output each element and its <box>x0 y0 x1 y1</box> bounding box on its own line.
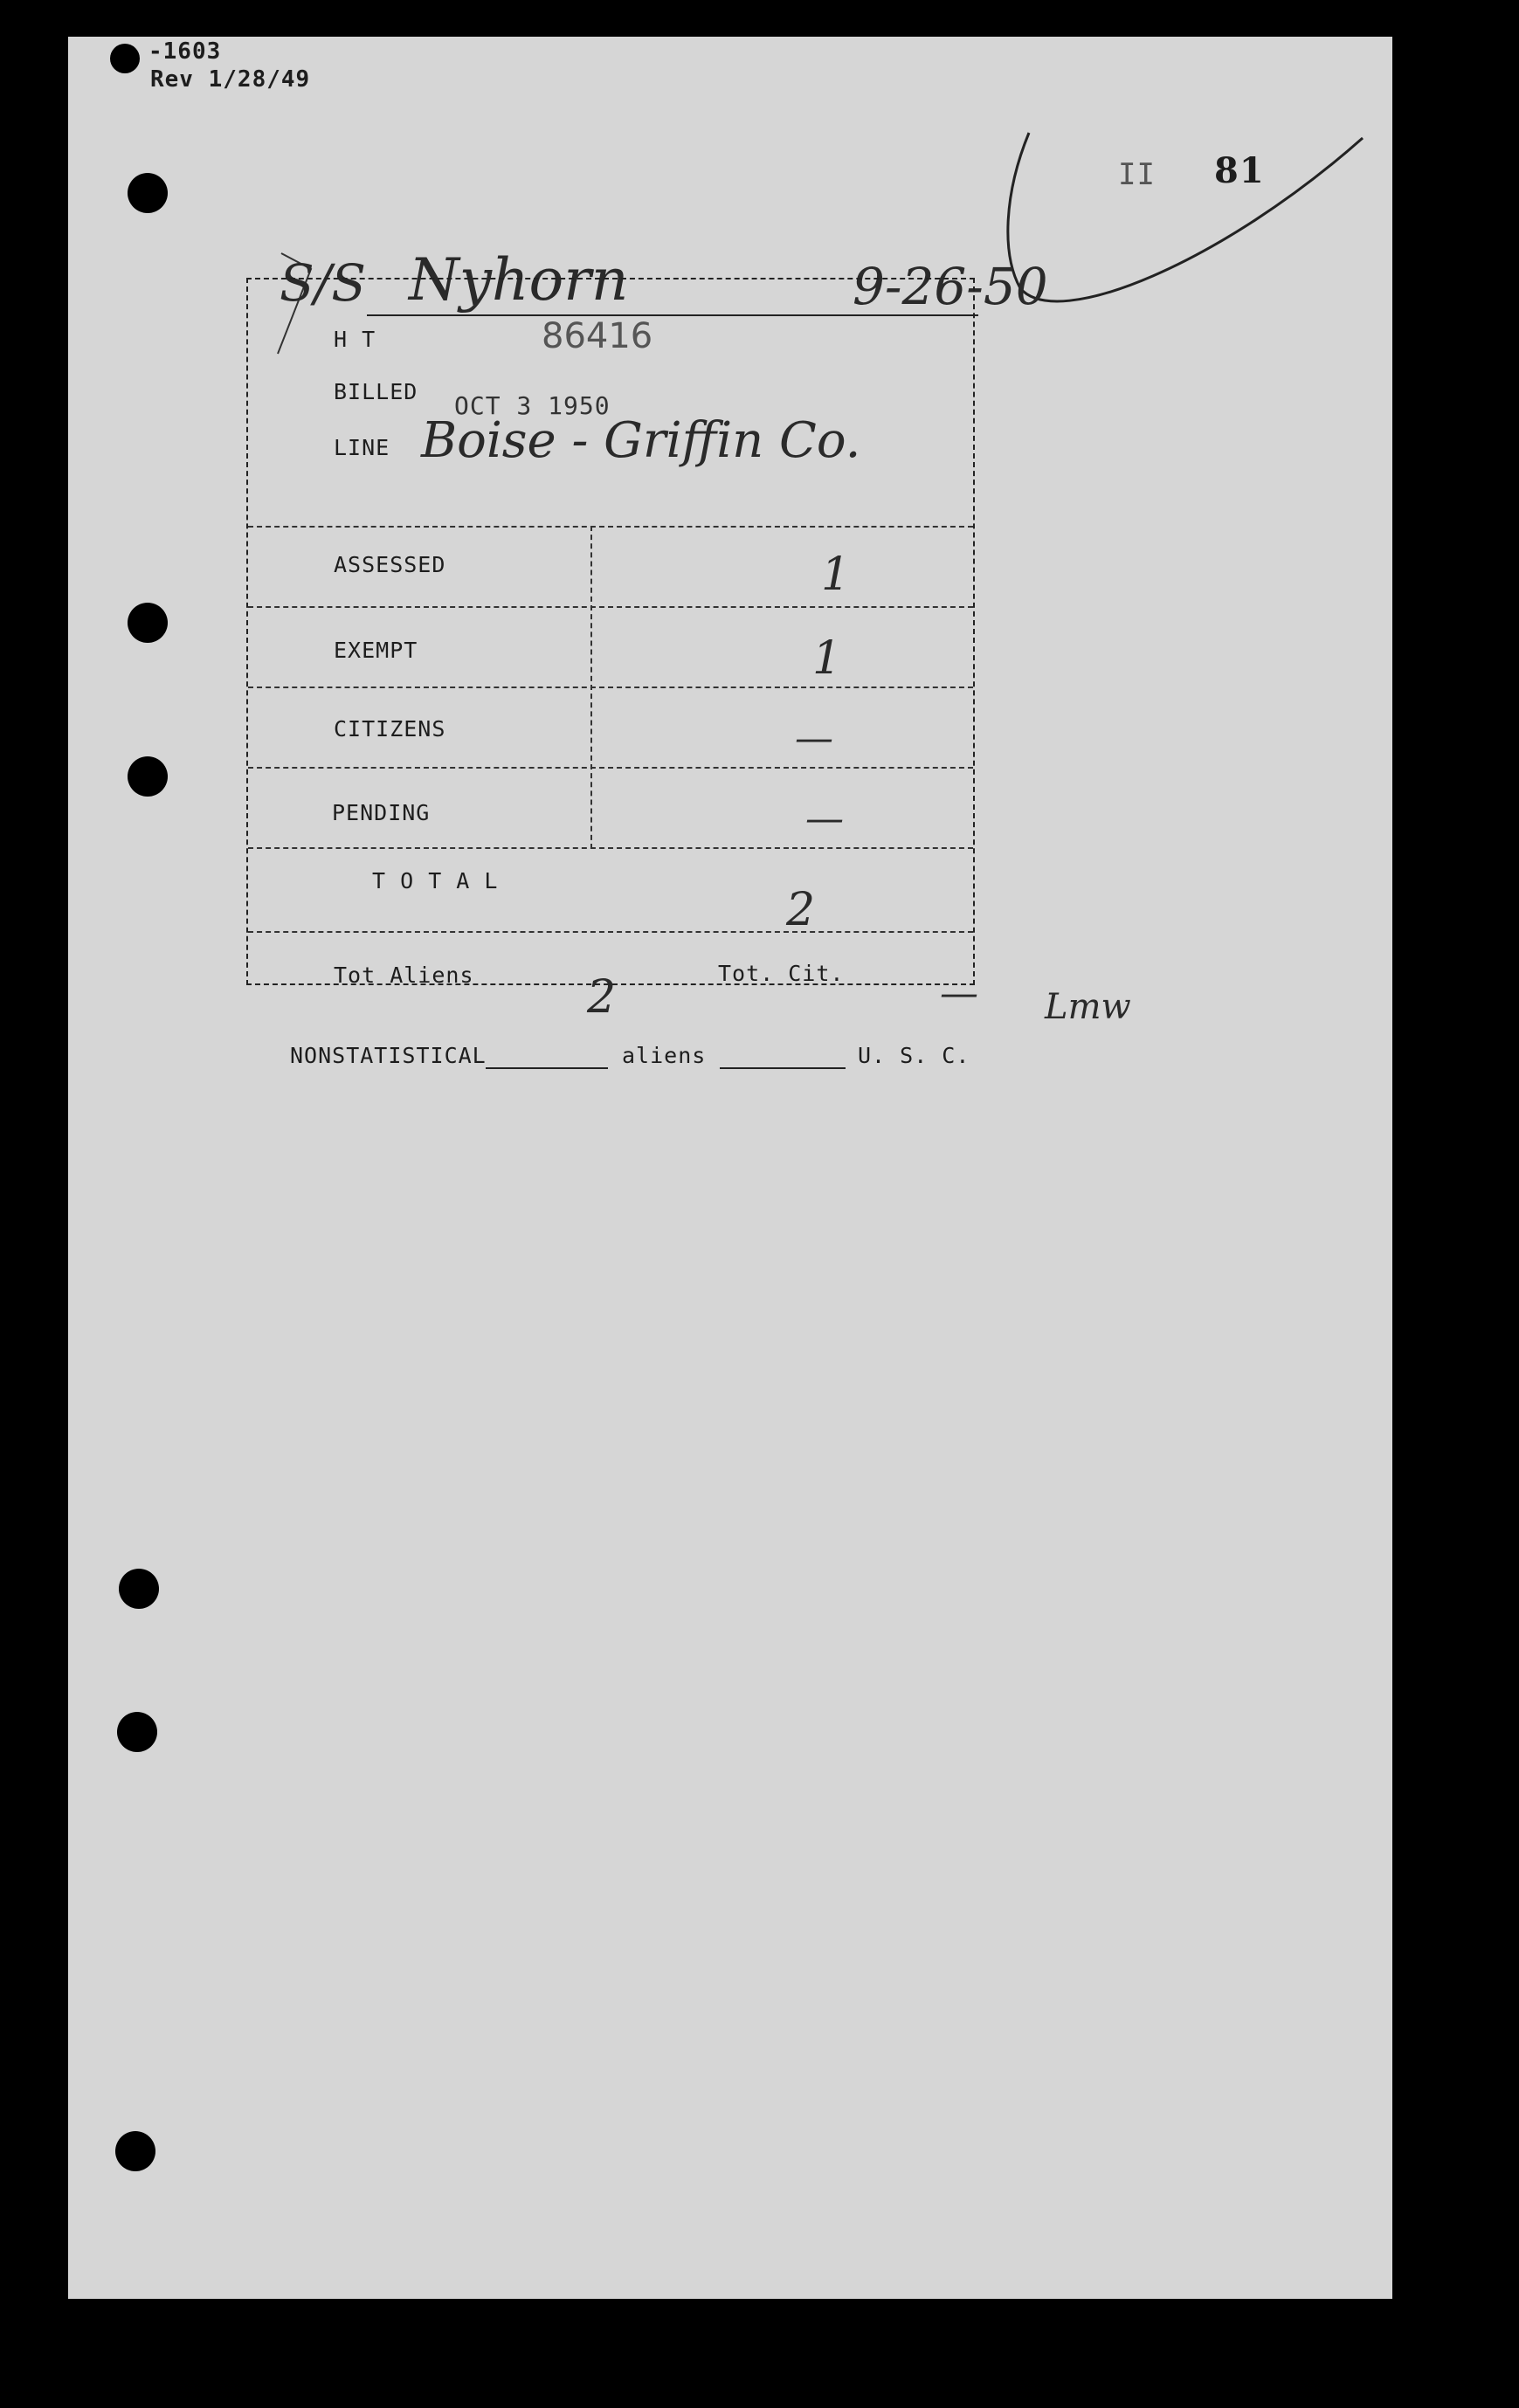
exempt-label: EXEMPT <box>334 638 418 663</box>
punch-hole-4 <box>119 1569 159 1609</box>
punch-hole-1 <box>128 173 168 213</box>
aliens-blank <box>720 1067 846 1069</box>
row-divider <box>248 847 973 849</box>
ship-name: Nyhorn <box>409 246 629 314</box>
assessed-value: 1 <box>821 549 851 601</box>
row-divider <box>248 606 973 608</box>
punch-hole-6 <box>115 2131 155 2171</box>
tot-aliens-value: 2 <box>587 971 617 1024</box>
ht-label: H T <box>334 327 376 352</box>
tot-cit-value: — <box>940 971 978 1016</box>
total-value: 2 <box>786 884 816 936</box>
ht-number: 86416 <box>542 316 653 356</box>
total-label: T O T A L <box>372 868 499 894</box>
aliens-label: aliens <box>622 1043 707 1068</box>
row-divider <box>248 687 973 688</box>
column-divider <box>590 526 592 849</box>
nonstatistical-blank <box>486 1067 608 1069</box>
citizens-label: CITIZENS <box>334 716 446 742</box>
pending-label: PENDING <box>332 800 431 825</box>
assessed-label: ASSESSED <box>334 552 446 577</box>
tot-cit-label: Tot. Cit. <box>718 961 845 986</box>
arrival-date: 9-26-50 <box>853 257 1048 316</box>
punch-hole-7 <box>110 44 140 73</box>
form-number: -1603 <box>148 38 222 65</box>
page-marks: II <box>1118 157 1156 192</box>
nonstatistical-label: NONSTATISTICAL <box>290 1043 487 1068</box>
pending-value: — <box>805 797 844 841</box>
billed-label: BILLED <box>334 379 418 404</box>
page-number: 81 <box>1214 150 1265 191</box>
citizens-value: — <box>795 716 833 761</box>
usc-label: U. S. C. <box>858 1043 970 1068</box>
punch-hole-5 <box>117 1712 157 1752</box>
line-label: LINE <box>334 435 390 460</box>
revision-date: Rev 1/28/49 <box>150 66 311 93</box>
ship-prefix: S/S <box>280 253 367 313</box>
exempt-value: 1 <box>812 632 842 685</box>
row-divider <box>248 767 973 769</box>
punch-hole-3 <box>128 756 168 797</box>
billed-date-stamp: OCT 3 1950 <box>454 391 611 420</box>
punch-hole-2 <box>128 603 168 643</box>
line-value: Boise - Griffin Co. <box>421 412 861 469</box>
clerk-initials: Lmw <box>1045 987 1131 1027</box>
tot-aliens-label: Tot Aliens <box>334 963 474 988</box>
row-divider <box>248 526 973 528</box>
row-divider <box>248 931 973 933</box>
